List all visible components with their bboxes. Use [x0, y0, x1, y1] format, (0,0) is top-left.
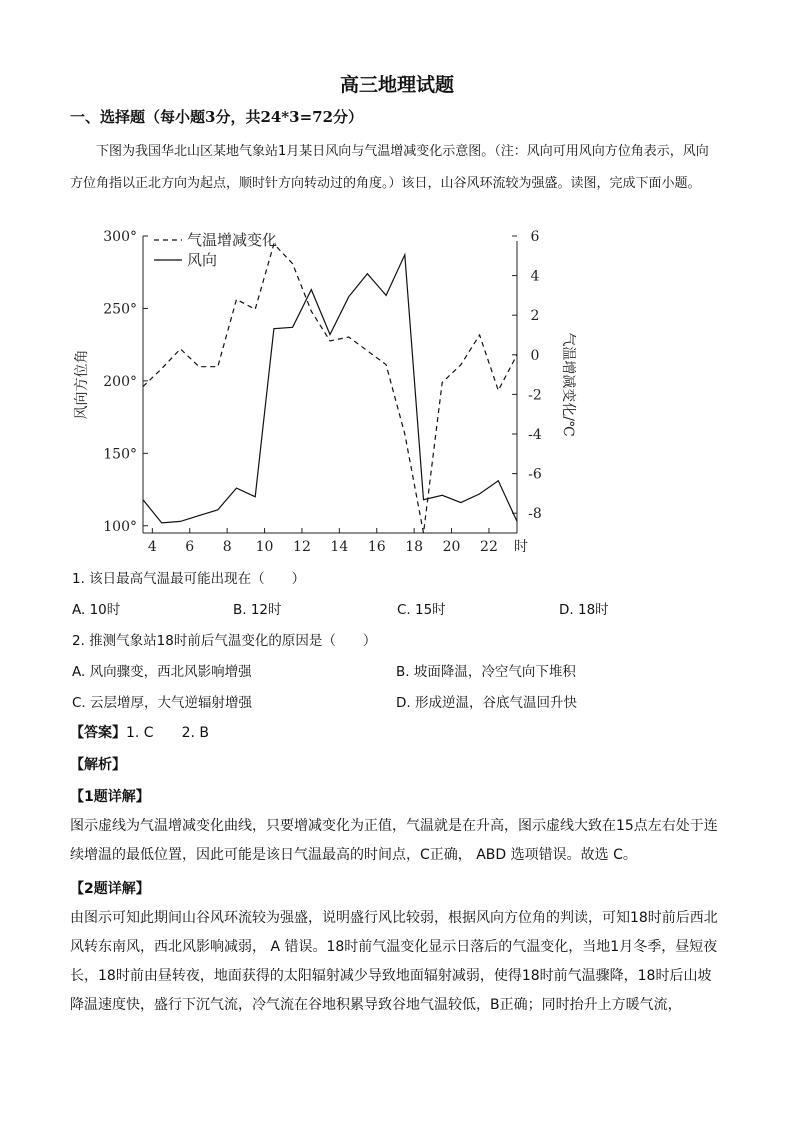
x-tick-label: 22: [480, 539, 498, 555]
right-tick-label: 6: [530, 229, 540, 245]
right-tick-label: -4: [528, 427, 542, 443]
x-tick-label: 16: [367, 539, 386, 555]
x-tick-label: 10: [255, 539, 274, 555]
x-tick-label: 14: [330, 539, 349, 555]
right-axis-ticks: [512, 229, 542, 522]
question-2-stem: 2. 推测气象站18时前后气温变化的原因是（ ）: [72, 633, 377, 649]
left-tick-label: 150°: [103, 446, 137, 463]
question-intro: 下图为我国华北山区某地气象站1月某日风向与气温增减变化示意图。（注：风向可用风向方位角表示，风向方位角指以正北方向为起点，顺时针方向转动过的角度。）该日，山谷风环流较为强盛。读图，完成下面小题。: [70, 144, 709, 191]
right-tick-label: -6: [528, 466, 542, 483]
left-axis-label: 风向方位角: [74, 349, 90, 420]
section-heading: 一、选择题（每小题3分，共24*3=72分）: [70, 108, 364, 126]
left-tick-label: 300°: [103, 229, 137, 245]
wind-temperature-chart: [70, 228, 576, 563]
q2-option-a: A. 风向骤变，西北风影响增强: [72, 664, 252, 680]
answer-label: 【答案】: [70, 725, 126, 741]
wind-direction-line: [143, 255, 517, 523]
q1-option-d: D. 18时: [559, 602, 609, 618]
x-tick-label: 4: [147, 539, 157, 555]
x-tick-label: 12: [293, 539, 311, 555]
chart-series: [143, 244, 517, 533]
left-axis-ticks: [103, 229, 148, 535]
x-tick-label: 20: [442, 539, 461, 555]
x-tick-label: 6: [185, 539, 195, 555]
right-tick-label: -8: [528, 506, 542, 523]
page-title: 高三地理试题: [339, 74, 454, 96]
temperature-change-line: [143, 244, 517, 533]
x-axis-label: 时: [514, 539, 528, 555]
x-tick-label: 18: [405, 539, 424, 555]
detail-2-text: 由图示可知此期间山谷风环流较为强盛，说明盛行风比较弱，根据风向方位角的判读，可知18时前后西北风转东南风，西北风影响减弱， A 错误。18时前气温变化显示日落后的气温变化，当地1月冬季，昼短夜长，18时前由昼转夜，地面获得的太阳辐射减少导致地面辐射减弱，使得18时前气温骤降，18时后山坡降温速度快，盛行下沉气流，冷气流在谷地积累导致谷地气温较低，B正确；同时抬升上方暖气流，: [70, 910, 718, 1013]
q1-option-a: A. 10时: [72, 602, 121, 618]
q2-option-d: D. 形成逆温，谷底气温回升快: [396, 695, 577, 711]
question-1-stem: 1. 该日最高气温最可能出现在（ ）: [72, 571, 306, 587]
analysis-label: 【解析】: [70, 757, 126, 773]
q2-option-b: B. 坡面降温，冷空气向下堆积: [396, 664, 576, 680]
right-tick-label: -2: [528, 387, 542, 404]
legend-label: 风向: [187, 251, 218, 269]
legend-label: 气温增减变化: [187, 231, 278, 249]
q1-option-c: C. 15时: [397, 602, 446, 618]
right-tick-label: 2: [530, 308, 540, 325]
q1-option-b: B. 12时: [233, 602, 282, 618]
left-tick-label: 100°: [103, 518, 137, 535]
left-tick-label: 200°: [103, 373, 137, 390]
x-axis-ticks: [148, 528, 528, 555]
answer-value: 1. C 2. B: [126, 725, 209, 741]
right-tick-label: 4: [530, 268, 540, 285]
detail-1-label: 【1题详解】: [70, 789, 150, 805]
right-axis-label: 气温增减变化/℃: [560, 332, 576, 437]
detail-1-text: 图示虚线为气温增减变化曲线，只要增减变化为正值，气温就是在升高，图示虚线大致在15点左右处于连续增温的最低位置，因此可能是该日气温最高的时间点，C正确， ABD 选项错误。故选 C。: [70, 818, 718, 863]
chart-axes: [143, 236, 517, 533]
answer-row: [70, 722, 209, 742]
right-tick-label: 0: [530, 347, 540, 364]
x-tick-label: 8: [222, 539, 232, 555]
left-tick-label: 250°: [103, 301, 137, 318]
detail-2-label: 【2题详解】: [70, 881, 150, 897]
q2-option-c: C. 云层增厚，大气逆辐射增强: [72, 695, 253, 711]
chart-legend: [154, 231, 277, 269]
